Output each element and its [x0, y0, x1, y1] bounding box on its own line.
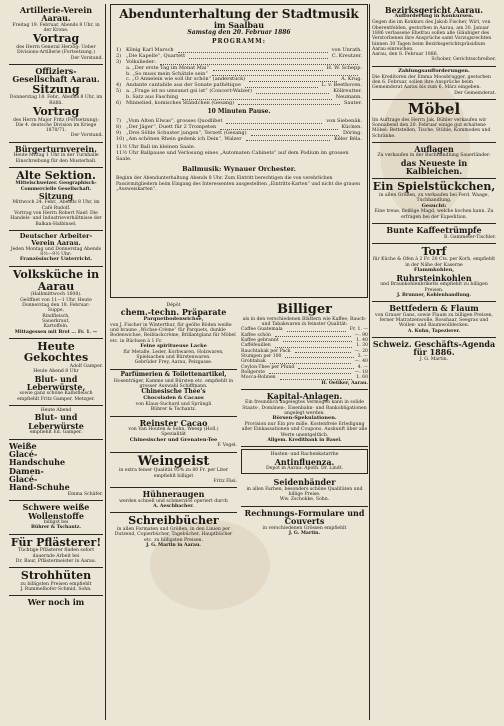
ad-body: als in den verschiedenen Blättern wie Kaffee, Rauch- und Tabakwaren in feinster Qualität:: [242, 316, 367, 327]
menu-price: Mittagessen mit Brot ... Fr. 1. —: [14, 329, 98, 335]
ad-heading: Gesucht:: [421, 202, 447, 209]
menu-item: Rindfleisch,: [42, 313, 70, 319]
price-item: Caffee Guatemala: [241, 327, 283, 333]
ad-body: von Van Houten & Sohn, Weesp (Holl.): [128, 427, 219, 433]
strohhuete-ad: [9, 568, 103, 596]
ad-title: Chinesischer und Grenaten-Tee: [129, 436, 218, 443]
price-item: Rauchtabak per Pack: [241, 348, 291, 354]
program-item-title: Minnelied, komisches Ständchen (Gesang): [126, 99, 235, 106]
ad-signature: J. G. Martin in Aarau.: [146, 543, 201, 548]
ad-date: Mittwoch 24. Febr., Abends 8 Uhr, im Café Rudolf.: [12, 200, 100, 211]
ad-signature: Ww. Zschokke, Sohn.: [279, 497, 330, 503]
column-divider: [369, 4, 370, 720]
depot-ad: [110, 301, 237, 370]
program-heading: PROGRAMM:: [212, 38, 266, 46]
program-item-title: Volkslieder:: [126, 58, 156, 65]
middle-left-ads: [110, 301, 237, 551]
program-item-number: 6): [116, 99, 122, 106]
leader-dots: [275, 343, 353, 347]
ad-title: Seidenbänder: [273, 477, 336, 488]
program-item-number: 3): [116, 58, 122, 65]
ad-body: von Grauer Gans, sowie Flaum zu billigen Preisen, ferner Matratzenwolle, Rosshaar, Seegras und Wollen- und Baumwolldecken.: [375, 312, 493, 329]
program-item-number: 5): [116, 87, 122, 94]
ad-title: Bettfedern & Flaum: [389, 303, 479, 314]
price-item: Stumpen per 100: [241, 353, 282, 359]
ad-signature: H. Oetiker, Aarau.: [321, 380, 368, 386]
ad-heading: Vortrag: [32, 32, 80, 46]
seidenbaender-ad: [241, 476, 368, 506]
program-item-author: Döring.: [342, 129, 362, 136]
ad-subtitle: (Halbmittwoch 1608).: [30, 292, 82, 298]
ad-title: Abendunterhaltung der Stadtmusik: [119, 7, 359, 21]
ad-heading: Vortrag: [32, 104, 80, 118]
price-value: 4. —: [357, 364, 368, 370]
ad-body: in extra feiner Qualität 95% zu 80 Fr. per Liter empfiehlt billigst: [118, 468, 229, 479]
arbeiterverein-ad: [9, 231, 103, 267]
program-item-number: 4): [116, 82, 122, 89]
ad-body: werden schnell und schmerzlos operiert durch: [119, 498, 228, 504]
ad-heading: Heute Abend 8 Uhr: [33, 369, 79, 375]
ad-body: des Herrn Major Fritz (Fortsetzung): Die 4. deutsche Division im Kriege 1870/71.: [13, 117, 99, 134]
kapital-ad: [241, 390, 368, 447]
leader-dots: [295, 349, 351, 353]
price-value: 1. 40: [356, 337, 368, 343]
ad-title: Bunte Kaffeetrümpfe: [386, 225, 482, 236]
ad-title: Antinfluenza.: [274, 456, 335, 467]
program-item-author: H. W. Schepp.: [326, 64, 362, 71]
middle-column: [110, 4, 368, 720]
left-column: [9, 4, 103, 720]
ad-line: Glacé-: [9, 474, 38, 485]
ad-signature: Schober, Gerichtsschreiber.: [431, 57, 496, 63]
program-item-number: 9): [116, 129, 122, 136]
ad-heading: Chinesische Thée's: [141, 388, 206, 396]
program-item-title: a. „Frage ist no umsunst gsi ist“ (Concert-Walzer): [126, 87, 253, 94]
ad-body: zu billigsten Preisen empfiehlt: [20, 581, 92, 587]
ad-body: Im Auftrage des Herrn Jak. Bühler verkaufen wir Sonnabend den 20. Februar einige gut erhaltene Möbel: Bettstellen, Tische, Stühle, Kommoden und Schränke.: [372, 117, 491, 139]
leader-dots: [246, 137, 330, 142]
ad-body: Heute Mittag 1 Uhr in der Turnhalle Einschreibung für den Musterball.: [13, 153, 99, 164]
program-item-title: b. Satz aus Fasching: [126, 93, 179, 100]
ad-signature: J. Brunner, Kohlenhandlung.: [397, 292, 471, 298]
program-item: [116, 137, 362, 143]
ad-body: Die Kreditoren der Emma Moosbrugger, gestorben den 6. Februar, sollen ihre Ansprüche beim Gemeinderat Aarau bis zum 6. März eingeben.: [372, 74, 491, 91]
ad-body: Vortrag von Herrn Robert Naef: Die Handels- und Industrieverhältnisse der Balkan-Halbinsel.: [10, 211, 102, 227]
price-value: —. 40: [354, 359, 368, 365]
pflaesterer-ad: [9, 535, 103, 569]
ad-title: Volksküche in Aarau: [12, 268, 100, 293]
ad-signature: Dr. Baur, Pflästermeister in Aarau.: [15, 558, 97, 564]
stadtmusik-ad: [110, 4, 368, 298]
program-item-title: a. „Der erste Tag im Monat Mai“: [126, 64, 210, 71]
program-item-author: Köllreutter.: [333, 87, 362, 94]
middle-right-ads: [241, 301, 368, 551]
ad-signature: Fritz Fäsi.: [213, 479, 237, 485]
ad-signature: J. G. Martin.: [419, 356, 449, 362]
ad-signature: Bührer & Tschantz.: [150, 407, 197, 413]
ad-line: Hand-Schuhe: [9, 482, 70, 493]
program-item-author: von Unrath.: [331, 47, 362, 54]
program-item-title: „Drei Söhle Schuster jungen“, Terzett (Gesang): [126, 129, 247, 136]
spielstueckchen-ad: [372, 179, 496, 224]
program-item-author: A. Krug.: [341, 76, 362, 83]
billiger-ad: [241, 301, 368, 390]
ad-date: Samstag den 20. Februar 1886: [187, 29, 291, 37]
price-list: [241, 327, 368, 380]
ad-body: in allen Formaten und Größen, in den Linien per Dutzend, Copierbücher, Tagebücher, Hauptbücher etc. zu billigsten Preisen.: [114, 527, 233, 543]
leberwurst-ad: [9, 406, 103, 439]
agenda-ad: [372, 338, 496, 365]
ad-title: Torf: [421, 244, 447, 258]
ad-body: Hosenträger, Kamme und Bürsten etc. empfiehlt in grosser Auswahl Schiffmann.: [113, 378, 234, 389]
ad-line: Glacé-: [9, 448, 38, 459]
price-value: Fr. 1. —: [349, 327, 368, 333]
bezirksgericht-ad: [372, 4, 496, 67]
ad-title: Reinster Cacao: [139, 417, 208, 428]
ad-date: Donnerstag 18. Febr., Abends 8 Uhr, im Rößli.: [9, 95, 103, 106]
ad-signature: J. G. Martin.: [288, 530, 321, 536]
leader-dots: [285, 354, 353, 358]
leader-dots: [280, 375, 353, 379]
ad-body: billigst bei: [43, 519, 69, 525]
program-list: [116, 119, 362, 142]
ad-title: Chocoladen & Cacaos: [143, 395, 204, 402]
rechnungsformulare-ad: [241, 507, 368, 539]
ad-subtitle: Parquetbodenwichse,: [143, 315, 204, 322]
schreibbuecher-ad: [110, 513, 237, 551]
alte-sektion-ad: [9, 168, 103, 231]
ad-line: Weiße: [9, 440, 37, 451]
price-value: 1. 30: [356, 343, 368, 349]
ad-heading: Dépôt: [166, 303, 181, 308]
cacao-ad: [110, 417, 237, 453]
ad-signature: Depot in Aarau: Apoth. Dr. Lindt.: [265, 466, 344, 472]
moebel-ad: [372, 100, 496, 143]
ad-heading: Sitzung: [38, 191, 74, 202]
ad-title: Deutscher Arbeiter-Verein Aarau.: [19, 232, 93, 247]
leader-dots: [226, 119, 322, 124]
ad-title: Schweiz. Geschäfts-Agenda für 1886.: [372, 338, 496, 358]
leader-dots: [283, 338, 353, 342]
program-item: [116, 101, 362, 107]
program-list: [116, 48, 362, 106]
program-item-title: „Vom Alten Elwas“, grosses Quodlibet: [126, 118, 223, 125]
ad-signature: Der Vorstand.: [70, 133, 103, 139]
ad-body: in allen Farben, besonders schöne Qualitäten und billige Preise.: [246, 486, 363, 498]
gekochtes-ad: [9, 339, 103, 406]
program-item-number: 2): [116, 53, 122, 60]
ad-title: Blut- und Leberwürste: [28, 412, 84, 431]
program-item-title: „Der Jäger“, Duett für 2 Trompeten: [126, 124, 217, 131]
book-title: das Neueste in Kalbleichen.: [400, 157, 468, 177]
leader-dots: [251, 131, 339, 136]
ad-title: chem.-techn. Präparate: [120, 307, 227, 318]
menu-item: Suppe,: [47, 308, 65, 314]
ad-date: Freitag 19. Februar, Abends 8 Uhr, in der Krone.: [12, 22, 100, 34]
ad-signature: A. Kuhn, Tapezierer.: [407, 328, 461, 334]
entry-note: Beginn der Abendunterhaltung Abends 8 Uhr. Zum Eintritt berechtigen die von verehrlichen Passivmitgliedern beim Eingang des Interessenten ausgestellten „Eintritts-Karten“ und nicht die grauen „Ausweiskarten“.: [116, 176, 361, 193]
ad-body: Gegen die im Konkurs des Jakob Fischer, Wirt, von Oberentfelden, gestorben in Aarau, am 30. Januar 1886 verlassene Ehefrau sollen alle Gläubiger des Verstorbenen ihre Ansprüche samt Vorzugsrechten binnen 30 Tagen beim Bezirksgerichtspräsidium Aarau einreichen.: [372, 20, 492, 52]
program-item-title: „Am schönen Rhein gedenk ich Dein“, Walzer: [126, 135, 242, 142]
program-pause: 10 Minuten Pause.: [207, 108, 271, 116]
ad-signature: Der Gemeinderat.: [454, 90, 496, 96]
leader-dots: [275, 333, 351, 337]
ad-body: von J. Fischer in Winterthur, für geölte Böden weiße und braune „Wichse-Crème“ für Parquets, dunkle Bodenwichse, Reiblackcrème, Brillantglanz für Möbel etc. in Büchsen à 1 Fr.: [110, 322, 236, 344]
price-item: Grobtabak: [241, 359, 266, 365]
ad-body: in verschiedenen Grössen empfiehlt: [262, 525, 347, 531]
ad-signature: J. Rummelhofer-Schmid, Sohn.: [20, 587, 92, 593]
program-item-title: König Karl Marsch: [126, 47, 174, 54]
ad-title: Weingeist: [137, 453, 210, 469]
program-item-author: Sauter.: [343, 99, 362, 106]
program-item-author: L. v. Beethoven.: [321, 82, 362, 89]
bettfedern-ad: [372, 302, 496, 338]
leader-dots: [269, 370, 351, 374]
leader-dots: [298, 365, 353, 369]
program-item-title: b. „So muss mein Schätzle sein“: [126, 70, 208, 77]
ad-body: Ein freundlich angelegtes Vermögen kann in solide Staats-, Domänen-, Eisenbahn- und Bankobligationen angelegt werden.: [242, 400, 367, 416]
leader-dots: [238, 101, 340, 106]
huehneraugen-ad: [110, 488, 237, 513]
price-item: Kaffee gebrannt: [241, 337, 279, 343]
ad-subtitle: Mittelschweizer. Geographisch-Commercielle Gesellschaft.: [15, 181, 97, 192]
program-item-number: 10): [116, 135, 125, 142]
ad-title: Strohhüten: [20, 569, 92, 583]
zahlungsaufforderung-ad: [372, 67, 496, 100]
ad-heading: Flammkohlen,: [413, 267, 455, 274]
weingeist-ad: [110, 453, 237, 489]
volkskueche-ad: [9, 267, 103, 339]
leader-dots: [189, 54, 328, 59]
ad-heading: Französischer Unterricht.: [19, 256, 93, 263]
ad-title: Ruhrsteinkohlen: [396, 272, 472, 283]
ad-body: in allen Größen, zu verkaufen bei Ferd. Waage, Tuchhandlung.: [379, 193, 489, 204]
antinfluenza-ad: [241, 449, 368, 474]
ad-signature: A. Aeschbacher.: [153, 504, 194, 510]
program-item-title: c. „O Annelein wie soll ihr schön“ (anderstück): [126, 76, 246, 83]
price-item: Kaffee schön: [241, 332, 271, 338]
torf-ad: [372, 244, 496, 302]
leader-dots: [287, 327, 346, 331]
ad-signature: Allgem. Kreditbank in Basel.: [267, 438, 342, 444]
ad-body: sowie ganz schöne Kalbsfleisch empfiehlt Fritz Gamper, Metzger.: [17, 391, 95, 402]
program-item-number: 7): [116, 118, 122, 125]
ad-heading: Börsen-Spekulationen.: [272, 415, 337, 422]
artillerie-ad: [9, 4, 103, 65]
ad-body: für Metalle, Leder, Korbwaren, Holzwaren, Spielsachen und Bürstenwaren.: [123, 349, 224, 360]
ad-subtitle: empfiehlt Ed. Gamper.: [29, 430, 83, 436]
ad-title: Bezirksgericht Aarau.: [384, 5, 484, 15]
price-value: —. 90: [354, 332, 368, 338]
program-item-number: 1): [116, 47, 122, 54]
ad-title: Schwere weiße Wollenstoffe: [22, 502, 90, 521]
price-value: —. 18: [354, 369, 368, 375]
leader-dots: [256, 89, 329, 94]
program-item-number: 8): [116, 124, 122, 131]
ad-venue: im Saalbau: [213, 20, 265, 31]
ad-heading: Aufforderung in Konkursen.: [394, 13, 474, 20]
ad-line: Damen-: [9, 465, 44, 476]
leader-dots: [213, 66, 323, 71]
price-item: Rollgerste: [241, 369, 265, 375]
program-item-author: Kéler Béla.: [334, 135, 362, 142]
middle-ads: [110, 301, 368, 551]
offiziers-ad: [9, 65, 103, 143]
ad-signature: Gebrüder Frey, Aarau, Pelzgasse.: [134, 360, 213, 366]
ad-title: Heute Gekochtes: [23, 339, 89, 365]
ad-title: Hühneraugen: [142, 489, 205, 500]
ad-title: Billiger: [277, 302, 332, 317]
ad-heading: Husten- und Rachenkatarrhe: [270, 452, 339, 458]
ad-title: Ein Spielstückchen,: [372, 180, 496, 194]
ad-body: Provision nur Ein pro mille. Kostenfreie Erledigung aller Einkassationen und Coupons. Auskunft über alle Werte unentgeltlich.: [241, 422, 368, 438]
ad-title: Kapital-Anlagen.: [266, 390, 343, 401]
menu-item: Kartoffeln.: [43, 324, 69, 330]
menu-item: Sauerkraut,: [42, 318, 70, 324]
ad-line: Handschuhe: [9, 457, 66, 468]
kaffeetruempfe-ad: [372, 224, 496, 244]
price-value: 3. —: [357, 353, 368, 359]
ad-body: Geöffnet von 11—1 Uhr. Heute Donnerstag den 18. Februar:: [20, 297, 92, 308]
ball-note: 11½ Uhr Ballpause und Verlosung eines „Automaten Cabinets“ auf dem Podium im grossen Saale.: [116, 150, 349, 163]
ad-body: Jeden Montag und Donnerstag Abends 8½—9½ Uhr:: [10, 246, 102, 258]
ad-heading: Sitzung: [32, 82, 80, 96]
ad-title: Für Pflästerer!: [10, 535, 102, 549]
price-value: 1. 60: [356, 375, 368, 381]
ad-heading: Spezialität: [161, 432, 186, 438]
ad-title: Artillerie-Verein Aarau.: [19, 5, 93, 24]
program-item-author: Neumann.: [335, 93, 362, 100]
ad-signature: Emma Schäfer.: [67, 491, 103, 497]
ad-heading: Zahlungsaufforderungen.: [398, 67, 470, 74]
ad-title: Schreibbücher: [128, 514, 219, 528]
ad-signature: Bührer & Tschantz.: [30, 525, 82, 531]
price-item: Ceylon-Thee per Pfund: [241, 364, 295, 370]
ad-body: des Herrn General Herzog: Ueber Divisions-Artillerie (Fortsetzung.): [16, 44, 96, 56]
ad-title: Auflagen: [414, 143, 454, 154]
wollenstoffe-ad: [9, 501, 103, 534]
price-value: —. 20: [354, 348, 368, 354]
price-item: Mocca-Bohnen: [241, 375, 276, 381]
ad-title: Blut- und Leberwürste,: [26, 373, 86, 393]
ballmusik: Ballmusik: Wynauer Orchester.: [182, 164, 296, 173]
ad-signature: Der Vorstand.: [70, 55, 103, 61]
ad-heading: Feine spiritueuse Lacke: [140, 342, 207, 349]
leader-dots: [270, 359, 351, 363]
ad-heading: Heute Abend: [40, 408, 72, 414]
leader-dots: [245, 83, 318, 88]
ad-body: von Klaus-Suchard und Sprüngli: [135, 401, 212, 407]
ad-title: Parfümerien & Toilettenartikel,: [120, 370, 227, 378]
column-divider: [105, 4, 106, 720]
ad-body: und Braunkohlenbriketts empfiehlt zu billigen Preisen.: [380, 282, 488, 293]
ad-body: Eine treue, fleißige Magd, welche kochen kann. Zu erfragen bei der Expedition.: [374, 209, 494, 220]
wer-noch-ad: [9, 596, 103, 609]
right-column: [372, 4, 496, 720]
ad-title: Rechnungs-Formulare und Couverts: [244, 507, 365, 527]
parfuemerie-ad: [110, 370, 237, 417]
ad-signature: Adolf Gamper.: [69, 363, 103, 369]
ball-note: 11½ Uhr Ball im kleinen Saale.: [116, 144, 196, 151]
auflagen-ad: [372, 143, 496, 180]
ad-date: Aarau, den 8. Februar 1886.: [372, 52, 439, 58]
program-item-author: Kücken.: [341, 124, 362, 131]
price-item: Cafféfeuillen: [241, 343, 271, 349]
ad-body: für Küche & Ofen à 2 Fr. 20 Cts. per Korb, empfiehlt in der Nähe der Kaserne: [372, 257, 496, 268]
ad-title: Möbel: [407, 99, 461, 118]
ad-signature: B. Gammeter-Tischler.: [443, 234, 496, 240]
ad-signature: F. Vogel.: [217, 443, 237, 449]
program-item-title: „Die Kapelle“, Quartett: [126, 53, 186, 60]
ad-title: Bürgerturnverein.: [15, 143, 97, 154]
ad-title: Offiziers-Gesellschaft Aarau.: [12, 65, 100, 85]
leader-dots: [178, 48, 328, 53]
program-item-title: Andante cantabile aus der Sonate pathétique: [126, 82, 241, 89]
buergerturn-ad: [9, 143, 103, 168]
ad-body: Tüchtige Pflästerer finden sofort dauernde Arbeit bei: [17, 548, 95, 559]
ad-title: Alte Sektion.: [16, 168, 96, 182]
ad-body: Zu verkaufen in der Buchhandlung Sauerländer:: [377, 153, 491, 159]
program-item-author: C. Kreutzer.: [331, 53, 362, 60]
handschuhe-ad: [9, 440, 103, 502]
program-item-author: von Siebenäk.: [326, 118, 362, 125]
ad-title: Wer noch im: [27, 597, 85, 608]
